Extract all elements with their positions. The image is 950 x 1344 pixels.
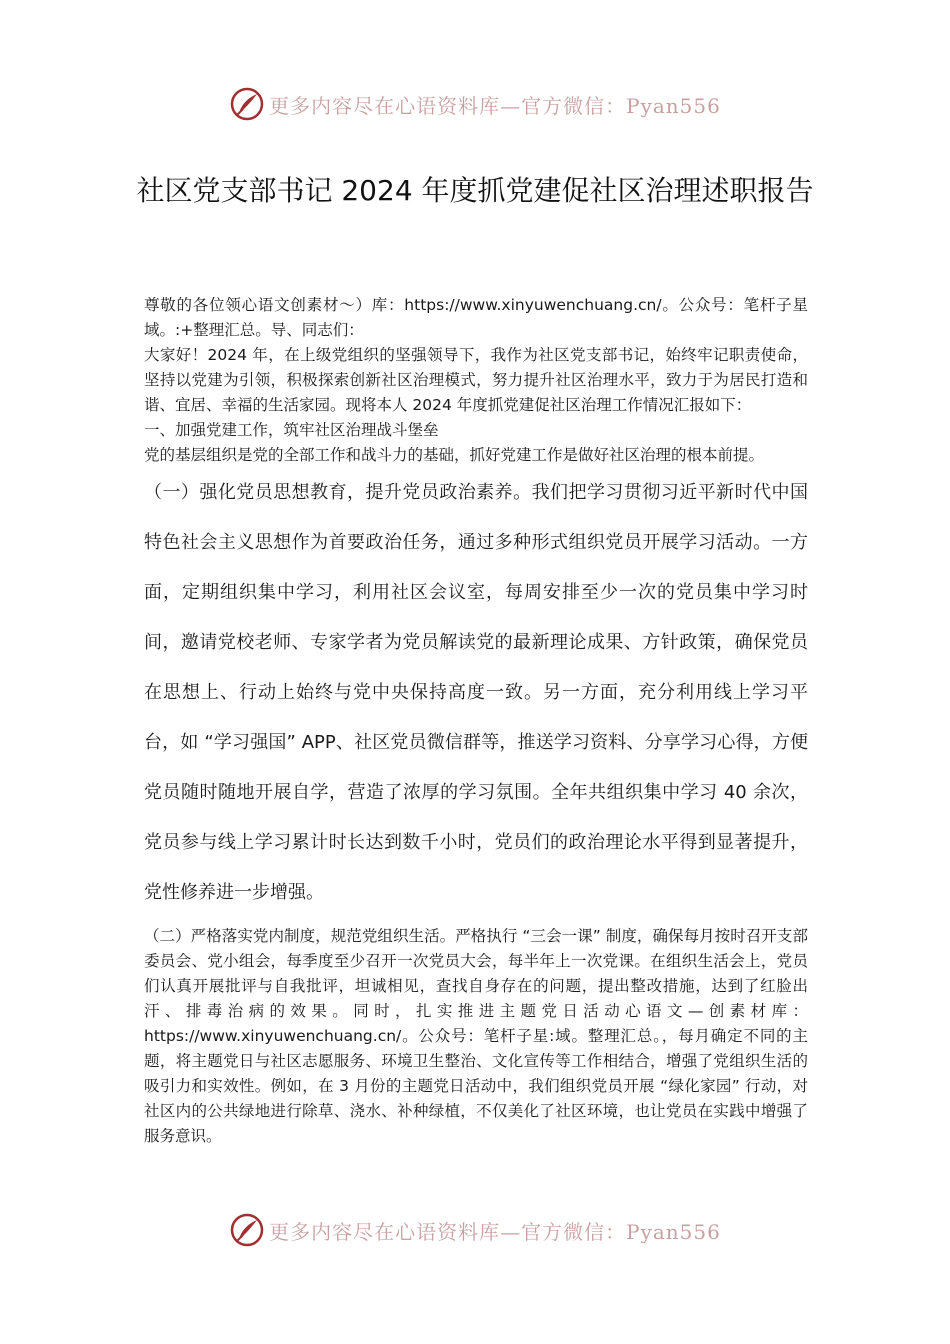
document-body [144,293,808,1149]
quill-logo-icon [229,86,265,122]
banner-text: 更多内容尽在心语资料库—官方微信：Pyan556 [269,93,721,118]
section-heading: 一、加强党建工作，筑牢社区治理战斗堡垒 [144,421,439,439]
section-lead-paragraph: 党的基层组织是党的全部工作和战斗力的基础，抓好党建工作是做好社区治理的根本前提。 [144,446,765,464]
quill-logo-icon [229,1212,265,1248]
footer-banner [0,1210,950,1250]
study-paragraph: （一）强化党员思想教育，提升党员政治素养。我们把学习贯彻习近平新时代中国特色社会主义思想作为首要政治任务，通过多种形式组织党员开展学习活动。一方面，定期组织集中学习，利用社区会议室，每周安排至少一次的党员集中学习时间，邀请党校老师、专家学者为党员解读党的最新理论成果、方针政策，确保党员在思想上、行动上始终与党中央保持高度一致。另一方面，充分利用线上学习平台，如 “学习强国” APP、社区党员微信群等，推送学习资料、分享学习心得，方便党员随时随地开展自学，营造了浓厚的学习氛围。全年共组织集中学习 40 余次，党员参与线上学习累计时长达到数千小时，党员们的政治理论水平得到显著提升，党性修养进一步增强。 [144,482,808,903]
document-title: 社区党支部书记 2024 年度抓党建促社区治理述职报告 [136,173,814,207]
banner-text: 更多内容尽在心语资料库—官方微信：Pyan556 [269,1219,721,1244]
system-paragraph: （二）严格落实党内制度，规范党组织生活。严格执行 “三会一课” 制度，确保每月按时召开支部委员会、党小组会，每季度至少召开一次党员大会，每半年上一次党课。在组织生活会上，党员们认真开展批评与自我批评，坦诚相见，查找自身存在的问题，提出整改措施，达到了红脸出汗、排毒治病的效果。同时，扎实推进主题党日活动心语文—创素材库：https://www.xinyuwenchuang.cn/。公众号：笔杆子星:域。整理汇总。，每月确定不同的主题，将主题党日与社区志愿服务、环境卫生整治、文化宣传等工作相结合，增强了党组织生活的吸引力和实效性。例如，在 3 月份的主题党日活动中，我们组织党员开展 “绿化家园” 行动，对社区内的公共绿地进行除草、浇水、补种绿植，不仅美化了社区环境，也让党员在实践中增强了服务意识。 [144,927,808,1145]
intro-paragraph: 大家好！2024 年，在上级党组织的坚强领导下，我作为社区党支部书记，始终牢记职责使命，坚持以党建为引领，积极探索创新社区治理模式，努力提升社区治理水平，致力于为居民打造和谐、宜居、幸福的生活家园。现将本人 2024 年度抓党建促社区治理工作情况汇报如下： [144,346,808,414]
header-banner [0,84,950,124]
salutation-paragraph: 尊敬的各位领心语文创素材～）库：https://www.xinyuwenchuang.cn/。公众号：笔杆子星域。:+整理汇总。导、同志们： [144,296,808,339]
